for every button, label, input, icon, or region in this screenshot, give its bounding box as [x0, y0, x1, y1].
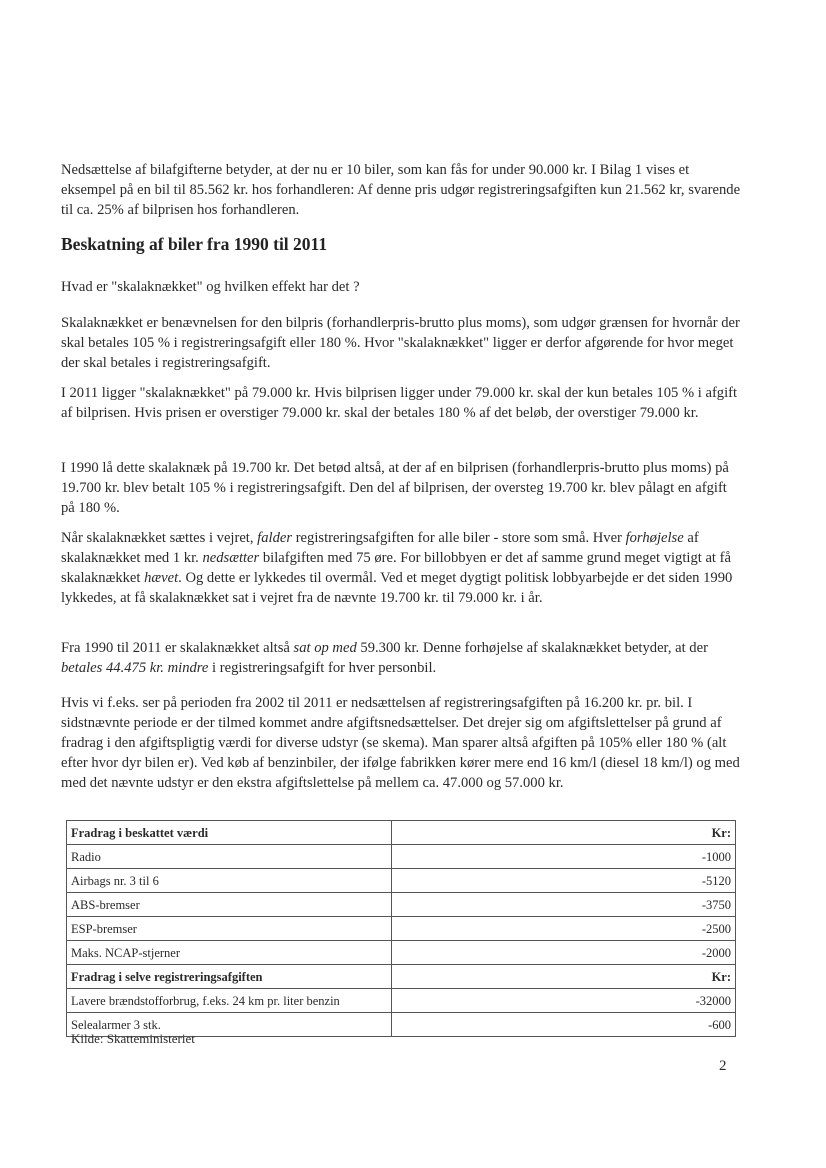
emphasis-text: falder — [257, 530, 293, 546]
deduction-table — [66, 820, 736, 1037]
table-row — [67, 989, 736, 1013]
deduction-amount: -1000 — [392, 845, 736, 869]
body-paragraph — [61, 638, 741, 678]
deduction-item: Lavere brændstofforbrug, f.eks. 24 km pr. liter benzin — [67, 989, 392, 1013]
text-run: registreringsafgiften for alle biler - store som små. Hver — [292, 530, 626, 546]
body-paragraph — [61, 528, 741, 608]
deduction-item: ESP-bremser — [67, 917, 392, 941]
text-run: Skalaknækket er benævnelsen for den bilpris (forhandlerpris-brutto plus moms), som udgør grænsen for hvornår der skal betales 105 % i registreringsafgift eller 180 %. Hvor "skalaknækket" ligger er derfor afgørende for hvor meget der skal betales i registreringsafgift. — [61, 315, 740, 371]
body-paragraph — [61, 383, 741, 423]
deduction-item: Selealarmer 3 stk. — [67, 1013, 392, 1037]
section-heading: Beskatning af biler fra 1990 til 2011 — [61, 234, 328, 254]
emphasis-text: betales 44.475 kr. mindre — [61, 660, 209, 676]
text-run: . Og dette er lykkedes til overmål. Ved et meget dygtigt politisk lobbyarbejde er det siden 1990 lykkedes, at få skalaknækket sat i vejret fra de nævnte 19.700 kr. til 79.000 kr. i år. — [61, 570, 733, 606]
deduction-item: Maks. NCAP-stjerner — [67, 941, 392, 965]
deduction-amount: -600 — [392, 1013, 736, 1037]
table-row — [67, 845, 736, 869]
body-paragraph — [61, 458, 741, 518]
deduction-item: ABS-bremser — [67, 893, 392, 917]
emphasis-text: nedsætter — [202, 550, 260, 566]
text-run: Fra 1990 til 2011 er skalaknækket altså — [61, 640, 294, 656]
section-header-unit: Kr: — [392, 821, 736, 845]
text-run: Hvad er "skalaknækket" og hvilken effekt har det ? — [61, 279, 360, 295]
table-row — [67, 941, 736, 965]
deduction-item: Radio — [67, 845, 392, 869]
table-row — [67, 917, 736, 941]
body-paragraph — [61, 693, 741, 793]
text-run: Når skalaknækket sættes i vejret, — [61, 530, 258, 546]
page-number: 2 — [719, 1058, 727, 1074]
section-header-label: Fradrag i beskattet værdi — [67, 821, 392, 845]
body-paragraph — [61, 277, 741, 297]
section-header-unit: Kr: — [392, 965, 736, 989]
emphasis-text: hævet — [144, 570, 179, 586]
table-row — [67, 893, 736, 917]
emphasis-text: sat op med — [293, 640, 357, 656]
text-run: Hvis vi f.eks. ser på perioden fra 2002 til 2011 er nedsættelsen af registreringsafgiften på 16.200 kr. pr. bil. I sidstnævnte periode er der tilmed kommet andre afgiftsnedsættelser. Det drejer sig om afgiftslettelser på grund af fradrag i den afgiftspligtig værdi for diverse udstyr (se skema). Man sparer altså afgiften på 105% eller 180 % (alt efter hvor dyr bilen er). Ved køb af benzinbiler, der ifølge fabrikken kører mere end 16 km/l (diesel 18 km/l) og med med det nævnte udstyr er den ekstra afgiftslettelse på mellem ca. 47.000 og 57.000 kr. — [61, 695, 740, 791]
deduction-amount: -2000 — [392, 941, 736, 965]
table-source: Kilde: Skatteministeriet — [71, 1031, 195, 1046]
deduction-amount: -2500 — [392, 917, 736, 941]
text-run: 59.300 kr. Denne forhøjelse af skalaknækket betyder, at der — [356, 640, 708, 656]
deduction-item: Airbags nr. 3 til 6 — [67, 869, 392, 893]
text-run: I 1990 lå dette skalaknæk på 19.700 kr. Det betød altså, at der af en bilprisen (forhandlerpris-brutto plus moms) på 19.700 kr. blev betalt 105 % i registreringsafgift. Den del af bilprisen, der oversteg 19.700 kr. blev pålagt en afgift på 180 %. — [61, 460, 729, 516]
deduction-amount: -32000 — [392, 989, 736, 1013]
table-section-header — [67, 965, 736, 989]
deduction-amount: -3750 — [392, 893, 736, 917]
table-section-header — [67, 821, 736, 845]
section-header-label: Fradrag i selve registreringsafgiften — [67, 965, 392, 989]
intro-paragraph — [61, 160, 741, 220]
text-run: I 2011 ligger "skalaknækket" på 79.000 kr. Hvis bilprisen ligger under 79.000 kr. skal der kun betales 105 % i afgift af bilprisen. Hvis prisen er overstiger 79.000 kr. skal der betales 180 % af det beløb, der overstiger 79.000 kr. — [61, 385, 738, 421]
text-run: i registreringsafgift for hver personbil. — [208, 660, 437, 676]
body-paragraph — [61, 313, 741, 373]
deduction-amount: -5120 — [392, 869, 736, 893]
table-row — [67, 869, 736, 893]
text-run: bilafgiften med 75 øre. For billobbyen er det af samme grund meget vigtigt at få skalaknækket — [61, 550, 731, 586]
emphasis-text: forhøjelse — [625, 530, 684, 546]
text-run: af skalaknækket med 1 kr. — [61, 530, 699, 566]
text-run: Nedsættelse af bilafgifterne betyder, at der nu er 10 biler, som kan fås for under 90.000 kr. I Bilag 1 vises et eksempel på en bil til 85.562 kr. hos forhandleren: Af denne pris udgør registreringsafgiften kun 21.562 kr, svarende til ca. 25% af bilprisen hos forhandleren. — [61, 162, 741, 218]
